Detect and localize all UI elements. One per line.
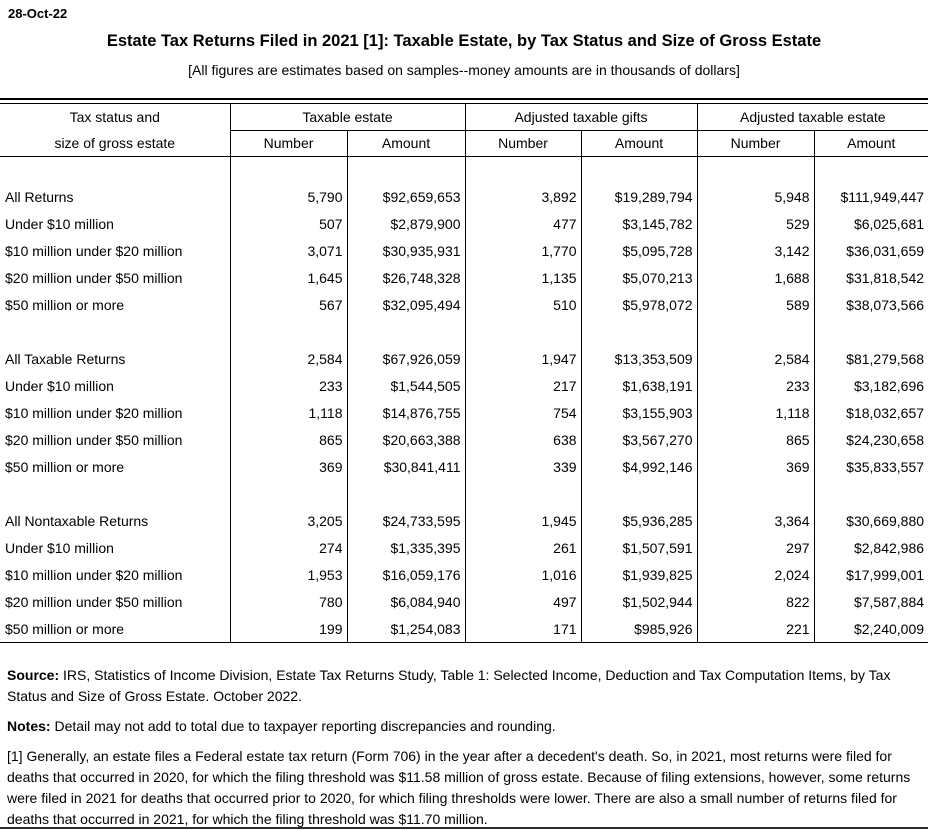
cell-value: $5,978,072 — [581, 292, 697, 319]
cell-value: $6,025,681 — [814, 211, 928, 238]
cell-value: 529 — [697, 211, 814, 238]
cell-value: 217 — [465, 373, 581, 400]
column-header-amount: Amount — [581, 130, 697, 156]
cell-value: 2,584 — [697, 346, 814, 373]
table-row — [0, 535, 928, 562]
cell-value: $32,095,494 — [347, 292, 465, 319]
source-label: Source: — [7, 667, 60, 683]
spacer-row — [0, 319, 928, 346]
cell-value: 1,953 — [230, 562, 347, 589]
row-label: Under $10 million — [5, 216, 114, 232]
estate-tax-table — [0, 104, 928, 643]
cell-value: $2,879,900 — [347, 211, 465, 238]
cell-value: $17,999,001 — [814, 562, 928, 589]
row-label: $20 million under $50 million — [5, 432, 183, 448]
cell-value: 477 — [465, 211, 581, 238]
cell-value: 5,790 — [230, 184, 347, 211]
row-label: $10 million under $20 million — [5, 405, 183, 421]
table-row — [0, 454, 928, 481]
cell-value: $5,095,728 — [581, 238, 697, 265]
cell-value: 369 — [230, 454, 347, 481]
cell-value: 1,135 — [465, 265, 581, 292]
cell-value: $26,748,328 — [347, 265, 465, 292]
cell-value: 339 — [465, 454, 581, 481]
cell-value: $81,279,568 — [814, 346, 928, 373]
cell-value: 233 — [230, 373, 347, 400]
cell-value: $31,818,542 — [814, 265, 928, 292]
cell-value: $20,663,388 — [347, 427, 465, 454]
table-row — [0, 211, 928, 238]
notes-note — [7, 716, 921, 737]
cell-value: 3,364 — [697, 508, 814, 535]
cell-value: $2,842,986 — [814, 535, 928, 562]
column-header-number: Number — [697, 130, 814, 156]
table-row — [0, 427, 928, 454]
row-label: $50 million or more — [5, 620, 125, 637]
cell-value: 221 — [697, 616, 814, 643]
stub-header-line1: Tax status and — [69, 109, 160, 125]
page-title: Estate Tax Returns Filed in 2021 [1]: Taxable Estate, by Tax Status and Size of Gross Estate — [106, 32, 822, 50]
cell-value: 1,770 — [465, 238, 581, 265]
cell-value: $1,507,591 — [581, 535, 697, 562]
cell-value: $4,992,146 — [581, 454, 697, 481]
row-label: Under $10 million — [5, 540, 114, 556]
table-row — [0, 373, 928, 400]
spacer-row — [0, 481, 928, 508]
cell-value: $3,182,696 — [814, 373, 928, 400]
footnote-1: [1] Generally, an estate files a Federal estate tax return (Form 706) in the year after a decedent's death. So, in 2021, most returns were filed for deaths that occurred in 2020, for which the filing threshold was $11.58 million of gross estate. Because of filing extensions, however, some returns were filed in 2021 for deaths that occurred prior to 2020, for which filing thresholds were lower. There are also a small number of returns filed for deaths that occurred in 2021, for which the filing threshold was $11.70 million. — [7, 748, 911, 827]
cell-value: 5,948 — [697, 184, 814, 211]
cell-value — [697, 319, 814, 346]
notes-label: Notes: — [7, 718, 51, 734]
cell-value — [230, 481, 347, 508]
column-group-adjusted-taxable-estate: Adjusted taxable estate — [697, 104, 928, 130]
cell-value: $5,070,213 — [581, 265, 697, 292]
cell-value — [347, 481, 465, 508]
cell-value: 2,024 — [697, 562, 814, 589]
cell-value: 171 — [465, 616, 581, 643]
cell-value: 3,205 — [230, 508, 347, 535]
spacer-row — [0, 157, 928, 184]
column-group-row — [0, 104, 928, 130]
table-header — [0, 104, 928, 157]
cell-value: $111,949,447 — [814, 184, 928, 211]
cell-value — [697, 481, 814, 508]
cell-value: 274 — [230, 535, 347, 562]
row-label: $20 million under $50 million — [5, 270, 183, 286]
table-row — [0, 508, 928, 535]
column-header-amount: Amount — [347, 130, 465, 156]
cell-value: $1,939,825 — [581, 562, 697, 589]
cell-value: $19,289,794 — [581, 184, 697, 211]
cell-value — [814, 481, 928, 508]
cell-value: $35,833,557 — [814, 454, 928, 481]
cell-value: $13,353,509 — [581, 346, 697, 373]
cell-value — [814, 157, 928, 184]
cell-value: 1,945 — [465, 508, 581, 535]
cell-value: $985,926 — [581, 616, 697, 643]
table-row — [0, 346, 928, 373]
table-row — [0, 589, 928, 616]
row-label: $20 million under $50 million — [5, 594, 183, 610]
cell-value — [465, 157, 581, 184]
cell-value: $16,059,176 — [347, 562, 465, 589]
cell-value: $1,502,944 — [581, 589, 697, 616]
cell-value: 754 — [465, 400, 581, 427]
cell-value: $30,669,880 — [814, 508, 928, 535]
cell-value — [347, 319, 465, 346]
cell-value: 1,688 — [697, 265, 814, 292]
cell-value: 1,947 — [465, 346, 581, 373]
cell-value: 3,071 — [230, 238, 347, 265]
cell-value: $1,335,395 — [347, 535, 465, 562]
cell-value: 510 — [465, 292, 581, 319]
cell-value: 780 — [230, 589, 347, 616]
stub-header — [0, 104, 230, 157]
footer — [0, 665, 928, 830]
cell-value: $38,073,566 — [814, 292, 928, 319]
cell-value: 1,645 — [230, 265, 347, 292]
cell-value: $30,935,931 — [347, 238, 465, 265]
column-group-taxable-estate: Taxable estate — [230, 104, 465, 130]
cell-value: $36,031,659 — [814, 238, 928, 265]
cell-value: $7,587,884 — [814, 589, 928, 616]
column-group-adjusted-taxable-gifts: Adjusted taxable gifts — [465, 104, 697, 130]
row-label: $50 million or more — [5, 459, 125, 475]
stub-header-line2: size of gross estate — [54, 135, 176, 151]
cell-value: 3,142 — [697, 238, 814, 265]
row-label: Under $10 million — [5, 378, 114, 394]
cell-value: 297 — [697, 535, 814, 562]
cell-value: 1,118 — [230, 400, 347, 427]
cell-value: $6,084,940 — [347, 589, 465, 616]
table-row — [0, 616, 928, 643]
table-row — [0, 265, 928, 292]
cell-value: $92,659,653 — [347, 184, 465, 211]
table-row — [0, 400, 928, 427]
row-label — [0, 319, 230, 346]
notes-text: Detail may not add to total due to taxpayer reporting discrepancies and rounding. — [50, 718, 556, 734]
row-label: $10 million under $20 million — [5, 243, 183, 259]
cell-value: $3,567,270 — [581, 427, 697, 454]
cell-value: 261 — [465, 535, 581, 562]
column-header-number: Number — [230, 130, 347, 156]
cell-value: 507 — [230, 211, 347, 238]
cell-value: $30,841,411 — [347, 454, 465, 481]
cell-value — [347, 157, 465, 184]
cell-value — [581, 157, 697, 184]
cell-value: 567 — [230, 292, 347, 319]
row-label — [0, 157, 230, 184]
cell-value — [465, 481, 581, 508]
table-body — [0, 157, 928, 643]
cell-value: $5,936,285 — [581, 508, 697, 535]
row-label: All Nontaxable Returns — [5, 513, 149, 529]
cell-value: $1,544,505 — [347, 373, 465, 400]
report-date: 28-Oct-22 — [8, 6, 68, 21]
table-row — [0, 562, 928, 589]
cell-value: 369 — [697, 454, 814, 481]
cell-value — [581, 319, 697, 346]
cell-value: $24,733,595 — [347, 508, 465, 535]
source-note — [7, 665, 921, 707]
cell-value — [697, 157, 814, 184]
table-row — [0, 184, 928, 211]
column-header-number: Number — [465, 130, 581, 156]
cell-value — [465, 319, 581, 346]
cell-value: $67,926,059 — [347, 346, 465, 373]
table-row — [0, 238, 928, 265]
cell-value: 1,016 — [465, 562, 581, 589]
row-label: All Returns — [5, 189, 74, 205]
column-header-amount: Amount — [814, 130, 928, 156]
cell-value: $3,155,903 — [581, 400, 697, 427]
cell-value — [814, 319, 928, 346]
page-subtitle: [All figures are estimates based on samples--money amounts are in thousands of dollars] — [188, 62, 740, 78]
table-row — [0, 292, 928, 319]
cell-value: $1,254,083 — [347, 616, 465, 643]
cell-value: $3,145,782 — [581, 211, 697, 238]
row-label: $50 million or more — [5, 297, 125, 313]
source-text: IRS, Statistics of Income Division, Estate Tax Returns Study, Table 1: Selected Income, Deduction and Tax Computation Items, by Tax Status and Size of Gross Estate. October 2022. — [7, 667, 891, 704]
row-label — [0, 481, 230, 508]
cell-value: 822 — [697, 589, 814, 616]
cell-value: 589 — [697, 292, 814, 319]
cell-value: 233 — [697, 373, 814, 400]
cell-value: $2,240,009 — [814, 616, 928, 643]
row-label: All Taxable Returns — [5, 351, 126, 367]
cell-value: $14,876,755 — [347, 400, 465, 427]
cell-value: $24,230,658 — [814, 427, 928, 454]
cell-value: 3,892 — [465, 184, 581, 211]
cell-value: 865 — [230, 427, 347, 454]
cell-value: 638 — [465, 427, 581, 454]
cell-value: 1,118 — [697, 400, 814, 427]
cell-value — [230, 319, 347, 346]
cell-value: 865 — [697, 427, 814, 454]
cell-value: 2,584 — [230, 346, 347, 373]
cell-value: 497 — [465, 589, 581, 616]
cell-value: 199 — [230, 616, 347, 643]
cell-value — [581, 481, 697, 508]
cell-value: $18,032,657 — [814, 400, 928, 427]
row-label: $10 million under $20 million — [5, 567, 183, 583]
cell-value: $1,638,191 — [581, 373, 697, 400]
cell-value — [230, 157, 347, 184]
